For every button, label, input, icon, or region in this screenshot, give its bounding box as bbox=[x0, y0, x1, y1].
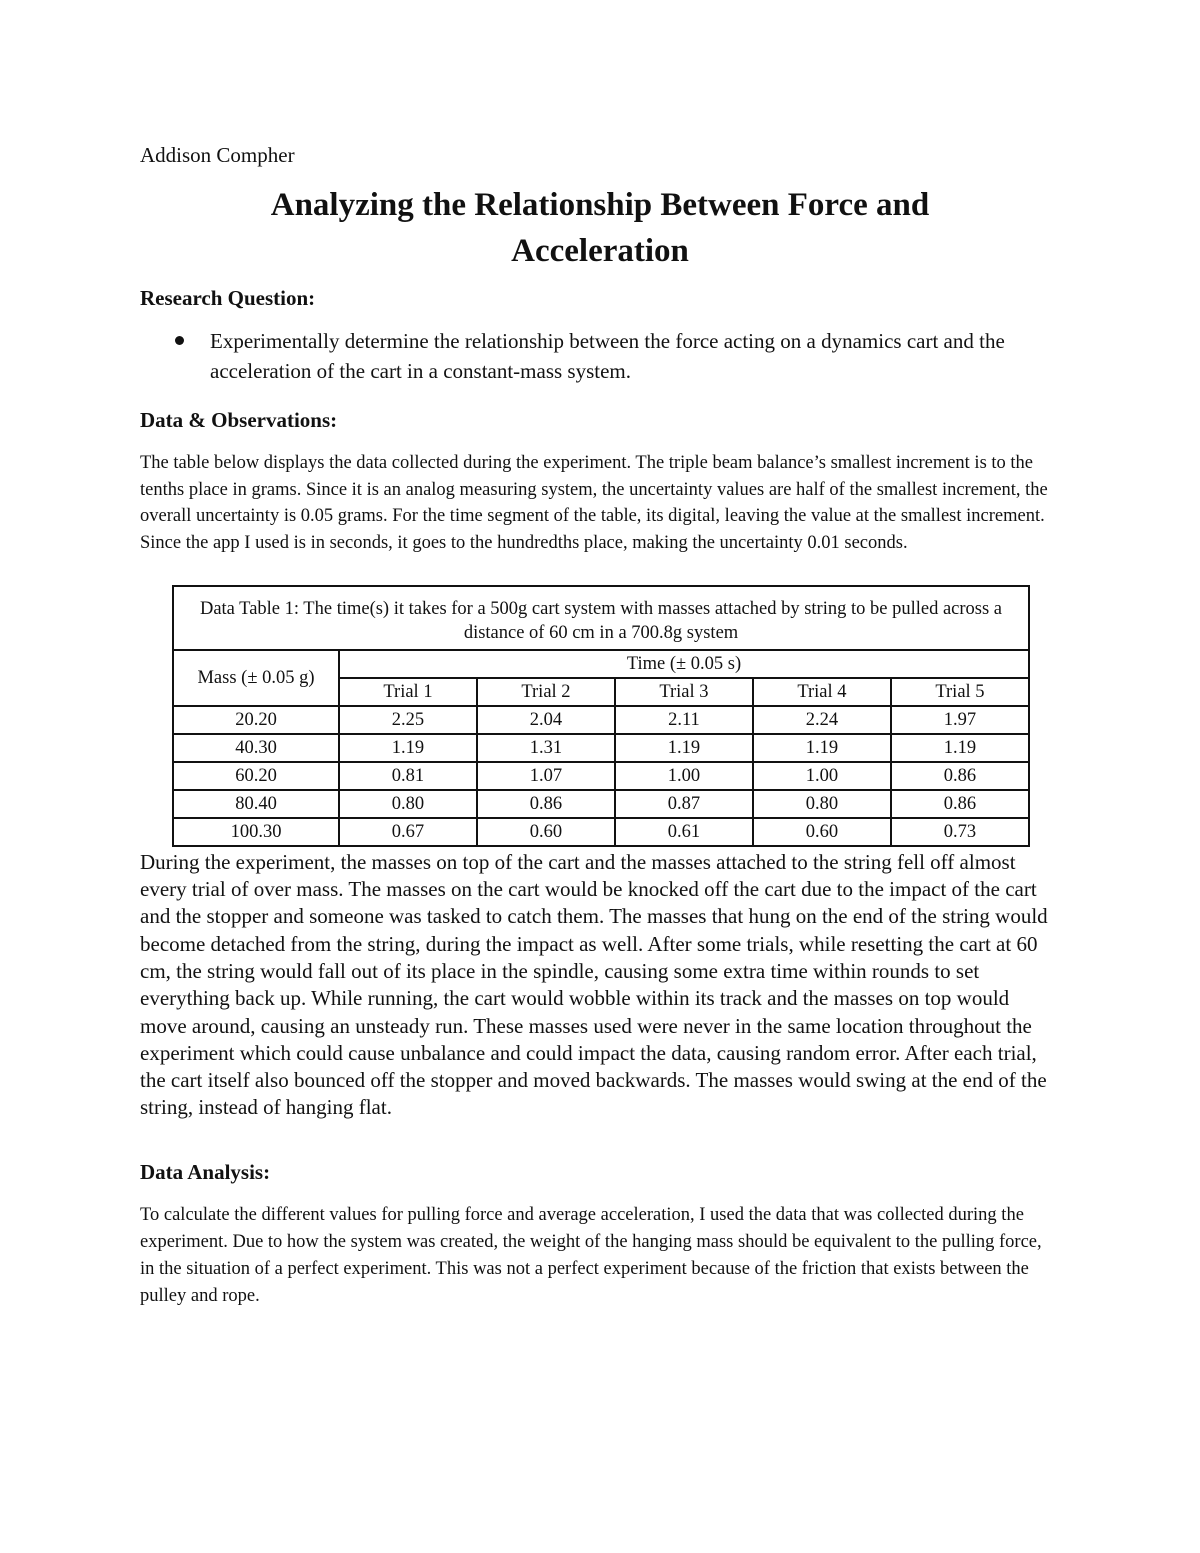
time-cell: 1.07 bbox=[477, 762, 615, 790]
trial-header-3: Trial 3 bbox=[615, 678, 753, 706]
trial-header-1: Trial 1 bbox=[339, 678, 477, 706]
mass-cell: 100.30 bbox=[173, 818, 339, 846]
time-cell: 1.19 bbox=[891, 734, 1029, 762]
time-cell: 1.31 bbox=[477, 734, 615, 762]
research-question-text: Experimentally determine the relationship between the force acting on a dynamics cart and the acceleration of the cart in a constant-mass system. bbox=[210, 329, 1005, 383]
table-row bbox=[173, 734, 1029, 762]
table-header-row bbox=[173, 650, 1029, 678]
time-cell: 0.80 bbox=[753, 790, 891, 818]
time-cell: 0.87 bbox=[615, 790, 753, 818]
time-cell: 1.19 bbox=[615, 734, 753, 762]
research-question-list bbox=[140, 326, 1060, 386]
table-row bbox=[173, 818, 1029, 846]
time-cell: 2.25 bbox=[339, 706, 477, 734]
time-cell: 0.67 bbox=[339, 818, 477, 846]
mass-cell: 60.20 bbox=[173, 762, 339, 790]
time-cell: 0.61 bbox=[615, 818, 753, 846]
time-cell: 2.24 bbox=[753, 706, 891, 734]
trial-header-5: Trial 5 bbox=[891, 678, 1029, 706]
time-cell: 0.81 bbox=[339, 762, 477, 790]
time-column-header: Time (± 0.05 s) bbox=[339, 650, 1029, 678]
table-caption: Data Table 1: The time(s) it takes for a 500g cart system with masses attached by string to be pulled across a distance of 60 cm in a 700.8g system bbox=[173, 586, 1029, 650]
time-cell: 1.19 bbox=[753, 734, 891, 762]
author-name: Addison Compher bbox=[140, 143, 295, 167]
mass-cell: 40.30 bbox=[173, 734, 339, 762]
mass-column-header: Mass (± 0.05 g) bbox=[173, 650, 339, 706]
list-item bbox=[140, 326, 1060, 386]
data-analysis-heading: Data Analysis: bbox=[140, 1159, 271, 1184]
table-row bbox=[173, 706, 1029, 734]
research-question-heading: Research Question: bbox=[140, 286, 316, 310]
data-intro-paragraph: The table below displays the data collected during the experiment. The triple beam balance’s smallest increment is to the tenths place in grams. Since it is an analog measuring system, the uncertainty values are half of the smallest increment, the overall uncertainty is 0.05 grams. For the time segment of the table, its digital, leaving the value at the smallest increment. Since the app I used is in seconds, it goes to the hundredths place, making the uncertainty 0.01 seconds. bbox=[140, 453, 1048, 554]
time-cell: 2.11 bbox=[615, 706, 753, 734]
mass-cell: 80.40 bbox=[173, 790, 339, 818]
time-cell: 0.86 bbox=[477, 790, 615, 818]
time-cell: 2.04 bbox=[477, 706, 615, 734]
document-title: Analyzing the Relationship Between Force and Acceleration bbox=[270, 187, 930, 269]
time-cell: 1.19 bbox=[339, 734, 477, 762]
time-cell: 0.80 bbox=[339, 790, 477, 818]
table-row bbox=[173, 762, 1029, 790]
time-cell: 0.60 bbox=[477, 818, 615, 846]
time-cell: 0.86 bbox=[891, 790, 1029, 818]
time-cell: 1.00 bbox=[753, 762, 891, 790]
mass-cell: 20.20 bbox=[173, 706, 339, 734]
time-cell: 0.60 bbox=[753, 818, 891, 846]
trial-header-2: Trial 2 bbox=[477, 678, 615, 706]
time-cell: 1.00 bbox=[615, 762, 753, 790]
time-cell: 1.97 bbox=[891, 706, 1029, 734]
time-cell: 0.86 bbox=[891, 762, 1029, 790]
bullet-icon bbox=[175, 336, 184, 345]
observations-paragraph: During the experiment, the masses on top of the cart and the masses attached to the string fell off almost every trial of over mass. The masses on the cart would be knocked off the cart due to the impact of the cart and the stopper and someone was tasked to catch them. The masses that hung on the end of the string would become detached from the string, during the impact as well. After some trials, while resetting the cart at 60 cm, the string would fall out of its place in the spindle, causing some extra time within rounds to set everything back up. While running, the cart would wobble within its track and the masses on top would move around, causing an unsteady run. These masses used were never in the same location throughout the experiment which could cause unbalance and could impact the data, causing random error. After each trial, the cart itself also bounced off the stopper and moved backwards. The masses would swing at the end of the string, instead of hanging flat. bbox=[140, 849, 1048, 1120]
data-table bbox=[172, 585, 1030, 847]
data-analysis-paragraph: To calculate the different values for pulling force and average acceleration, I used the data that was collected during the experiment. Due to how the system was created, the weight of the hanging mass should be equivalent to the pulling force, in the situation of a perfect experiment. This was not a perfect experiment because of the friction that exists between the pulley and rope. bbox=[140, 1204, 1042, 1306]
data-observations-heading: Data & Observations: bbox=[140, 408, 338, 432]
table-caption-row bbox=[173, 586, 1029, 650]
table-row bbox=[173, 790, 1029, 818]
trial-header-4: Trial 4 bbox=[753, 678, 891, 706]
time-cell: 0.73 bbox=[891, 818, 1029, 846]
document-page bbox=[140, 140, 1060, 1310]
